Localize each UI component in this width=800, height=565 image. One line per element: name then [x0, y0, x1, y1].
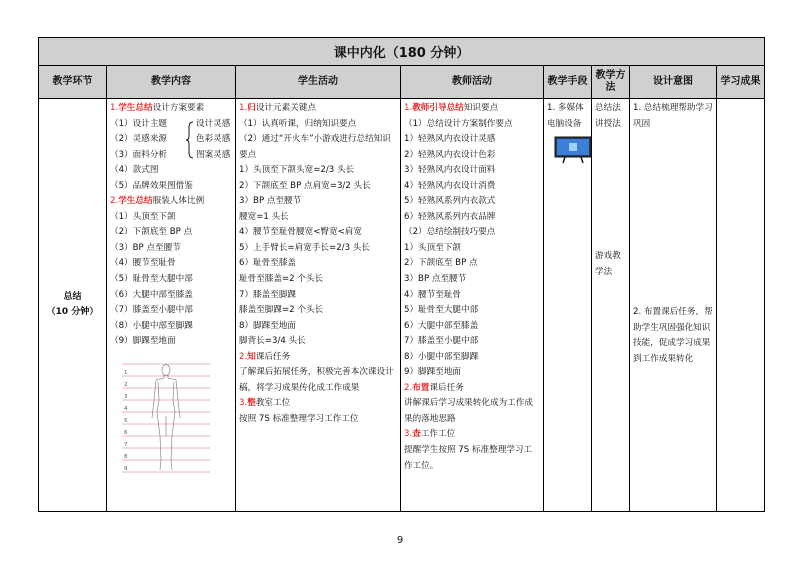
- list-item: 4）腰节至耻骨腰宽<臀宽<肩宽: [239, 227, 362, 238]
- brace-sublist: [196, 117, 230, 164]
- teacher-group-title: （1）总结设计方案制作要点: [404, 118, 513, 129]
- method-item: 讲授法: [595, 118, 621, 129]
- student-heading-1: 1.归设计元素关键点: [239, 103, 316, 113]
- list-item: 脚背长=3/4 头长: [239, 336, 306, 347]
- list-item: 6）耻骨至膝盖: [239, 258, 297, 269]
- svg-text:9: 9: [124, 465, 128, 472]
- means-cell: [544, 99, 592, 512]
- list-item: 耻骨至膝盖=2 个头长: [239, 274, 324, 285]
- svg-text:8: 8: [124, 453, 128, 460]
- list-item: 5）耻骨至大腿中部: [404, 305, 479, 316]
- teacher-group-title: （2）总结绘制技巧要点: [404, 227, 496, 238]
- list-item: 7）膝盖至小腿中部: [404, 336, 479, 347]
- svg-text:4: 4: [124, 405, 128, 412]
- brace-icon: [186, 121, 194, 159]
- student-cell: [236, 99, 401, 512]
- list-item: （1）认真听课，归纳知识要点: [239, 118, 357, 129]
- list-item: 1）头顶至下颌头宽=2/3 头长: [239, 165, 355, 176]
- intent-cell: [630, 99, 717, 512]
- page-number: 9: [396, 535, 404, 546]
- header-outcome: 学习成果: [717, 66, 765, 99]
- svg-text:1: 1: [124, 369, 128, 376]
- list-item: （2）灵感来源: [110, 134, 168, 145]
- outcome-cell: [717, 99, 765, 512]
- list-item: 膝盖至脚踝=2 个头长: [239, 305, 324, 316]
- table-title: 课中内化（180 分钟）: [39, 38, 765, 66]
- content-heading-2: 2.学生总结服装人体比例: [110, 196, 205, 207]
- body-proportion-figure: [118, 360, 216, 476]
- list-item: （3）BP 点至腰节: [110, 242, 181, 253]
- list-item: （2）通过“开火车”小游戏进行总结知识要点: [239, 134, 391, 160]
- lesson-plan-table: [38, 37, 765, 512]
- list-item: （5）品牌效果图借鉴: [110, 180, 193, 191]
- list-item: 1）轻熟风内衣设计灵感: [404, 134, 496, 145]
- content-list-a: [110, 117, 232, 195]
- teacher-task-text: 讲解课后学习成果转化成为工作成果的落地思路: [404, 398, 533, 424]
- list-item: 2）下颌底至 BP 点肩宽=3/2 头长: [239, 180, 371, 191]
- header-intent: 设计意图: [630, 66, 717, 99]
- svg-text:5: 5: [124, 417, 128, 424]
- teacher-heading-1: 1.教师引导总结知识要点: [404, 103, 499, 113]
- list-item: （5）耻骨至大腿中部: [110, 274, 193, 285]
- list-item: （6）大腿中部至膝盖: [110, 289, 193, 300]
- list-item: 2）轻熟风内衣设计色彩: [404, 149, 496, 160]
- header-stage: 教学环节: [39, 66, 107, 99]
- list-item: 9）脚踝至地面: [404, 367, 462, 378]
- means-text: 1. 多媒体电脑设备: [547, 103, 584, 129]
- teacher-check-text: 提醒学生按照 7S 标准整理学习工作工位。: [404, 445, 533, 471]
- student-heading-2: 2.知课后任务: [239, 351, 291, 362]
- header-row: [39, 66, 765, 99]
- list-item: 1）头顶至下颌: [404, 242, 462, 253]
- list-item: 3）BP 点至腰节: [239, 196, 302, 207]
- list-item: （2）下颌底至 BP 点: [110, 227, 193, 238]
- list-item: （4）款式图: [110, 165, 159, 176]
- svg-text:3: 3: [124, 393, 128, 400]
- intent-item: 1. 总结梳理帮助学习巩固: [633, 103, 713, 129]
- student-task-text: 了解课后拓展任务，积极完善本次课设计稿，将学习成果传化成工作成果: [239, 367, 394, 393]
- method-item: 总结法: [595, 103, 621, 113]
- list-item: 4）轻熟风内衣设计消费: [404, 180, 496, 191]
- list-item: （3）面料分析: [110, 149, 168, 160]
- list-item: 3）BP 点至腰节: [404, 274, 467, 285]
- list-item: （4）腰节至耻骨: [110, 258, 176, 269]
- list-item: 5）上手臂长=肩宽手长=2/3 头长: [239, 242, 370, 253]
- list-item: （1）头顶至下颌: [110, 211, 176, 222]
- student-heading-3: 3.整教室工位: [239, 398, 291, 409]
- list-item: 2）下颌底至 BP 点: [404, 258, 478, 269]
- header-teacher: 教师活动: [401, 66, 544, 99]
- stage-cell: [39, 99, 107, 512]
- list-item: 图案灵感: [196, 149, 231, 160]
- list-item: 设计灵感: [196, 118, 231, 129]
- svg-text:7: 7: [124, 441, 128, 448]
- list-item: 3）轻熟风内衣设计面料: [404, 165, 496, 176]
- summary-row: [39, 99, 765, 512]
- content-heading-1: 1.学生总结设计方案要素: [110, 103, 205, 113]
- list-item: 7）膝盖至脚踝: [239, 289, 297, 300]
- method-cell: [592, 99, 630, 512]
- intent-item: 2. 布置课后任务，帮助学生巩固强化知识技能，促成学习成果到工作成果转化: [633, 307, 713, 364]
- header-method: 教学方法: [592, 66, 630, 99]
- svg-text:6: 6: [124, 429, 128, 436]
- list-item: （1）设计主题: [110, 118, 168, 129]
- list-item: （9）脚踝至地面: [110, 336, 176, 347]
- list-item: 4）腰节至耻骨: [404, 289, 462, 300]
- list-item: （7）膝盖至小腿中部: [110, 305, 193, 316]
- list-item: 8）小腿中部至脚踝: [404, 351, 479, 362]
- header-student: 学生活动: [236, 66, 401, 99]
- student-tidy-text: 按照 7S 标准整理学习工作工位: [239, 413, 359, 424]
- list-item: 腰宽=1 头长: [239, 211, 289, 222]
- teacher-cell: [401, 99, 544, 512]
- teacher-heading-3: 3.查工作工位: [404, 429, 456, 440]
- stage-duration: （10 分钟）: [46, 307, 99, 317]
- list-item: （8）小腿中部至脚踝: [110, 320, 193, 331]
- list-item: 6）轻熟风系列内衣品牌: [404, 211, 496, 222]
- method-item: 游戏教学法: [595, 251, 621, 277]
- list-item: 5）轻熟风系列内衣款式: [404, 196, 496, 207]
- stage-name: 总结: [63, 292, 82, 302]
- content-cell: [107, 99, 236, 512]
- svg-text:2: 2: [124, 381, 128, 388]
- header-means: 教学手段: [544, 66, 592, 99]
- list-item: 6）大腿中部至膝盖: [404, 320, 479, 331]
- list-item: 8）脚踝至地面: [239, 320, 297, 331]
- header-content: 教学内容: [107, 66, 236, 99]
- teacher-heading-2: 2.布置课后任务: [404, 382, 464, 393]
- list-item: 色彩灵感: [196, 134, 231, 145]
- monitor-icon: [553, 136, 593, 164]
